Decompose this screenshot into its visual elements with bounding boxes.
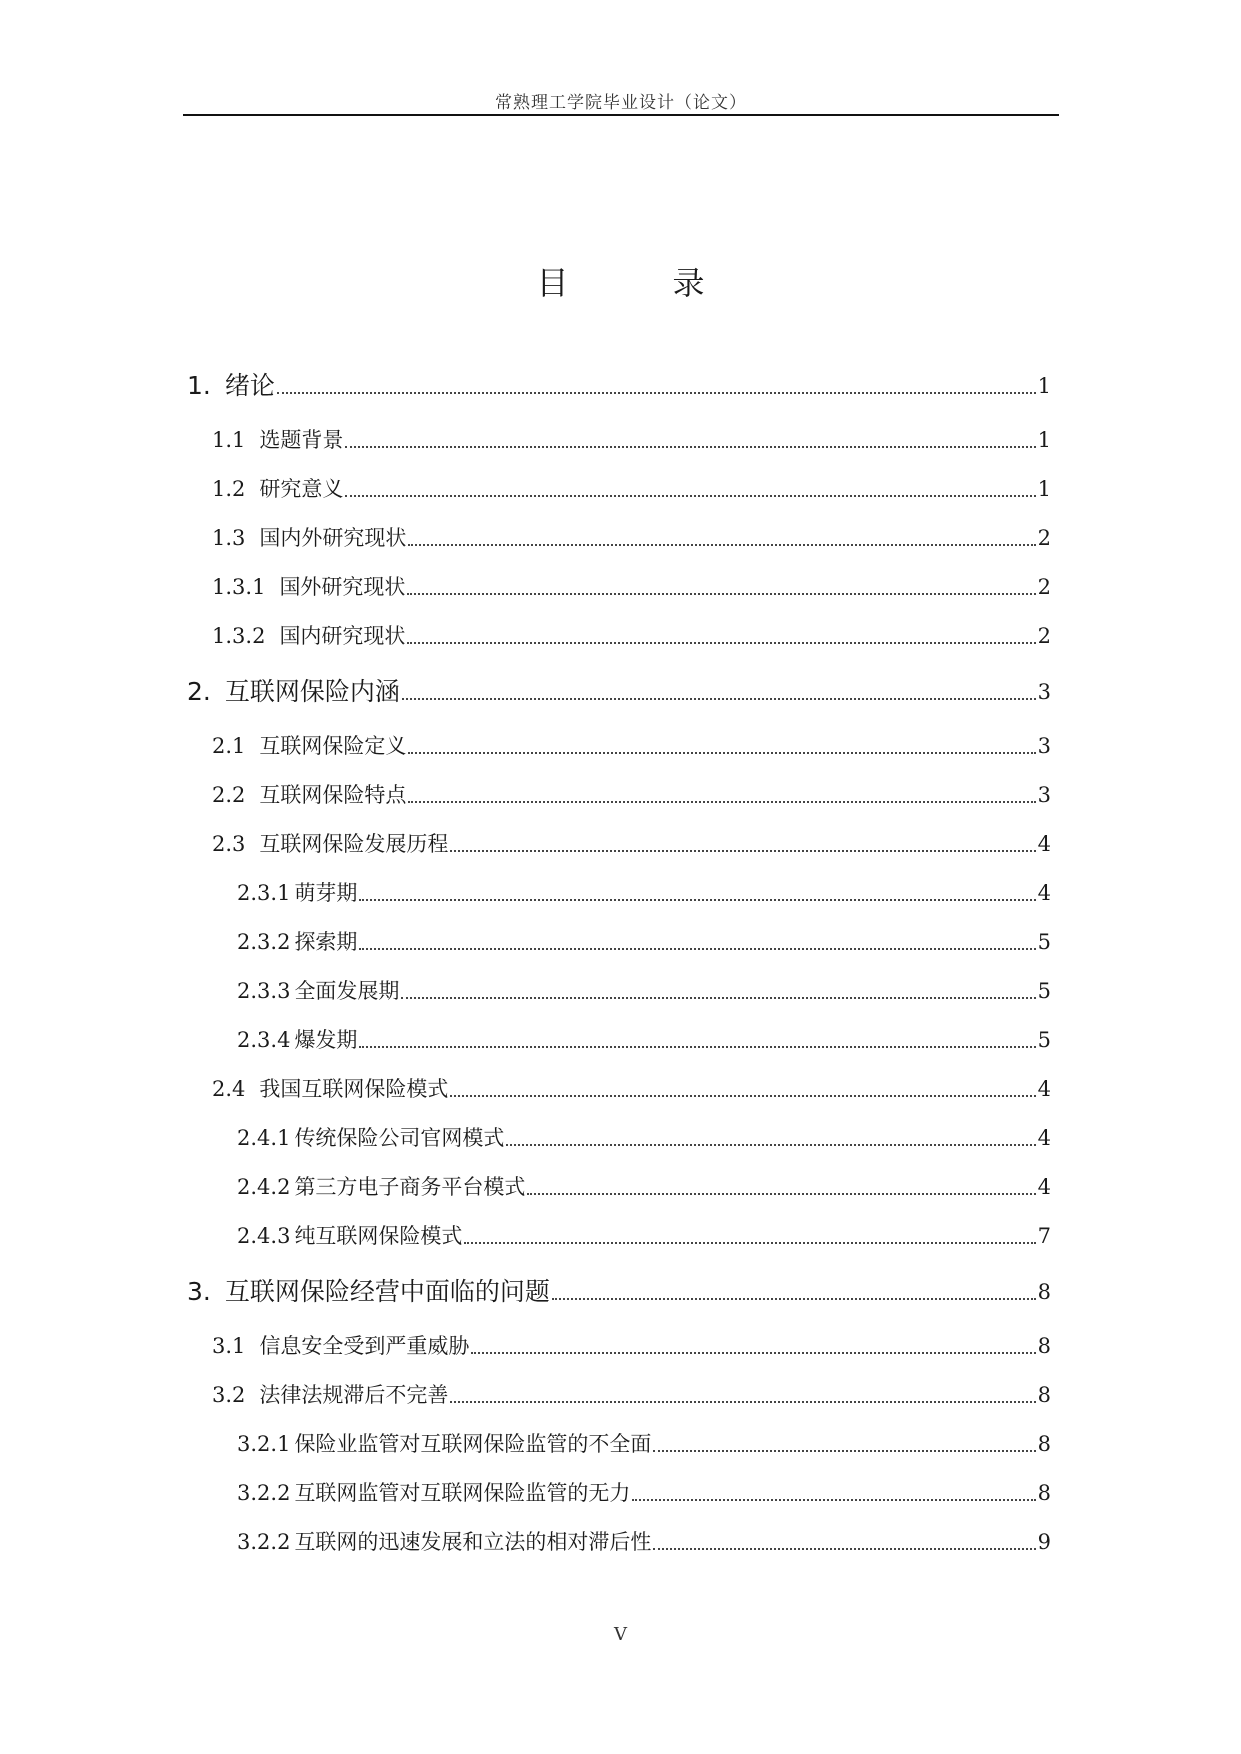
toc-entry[interactable] [237,1116,1051,1152]
toc-entry-page: 5 [1037,930,1051,954]
dot-leader [407,593,1035,595]
toc-entry-text: 我国互联网保险模式 [259,1077,449,1101]
toc-entry-label [212,573,405,601]
dot-leader [408,801,1035,803]
toc-entry[interactable] [237,1214,1051,1250]
toc-entry-label [212,1381,448,1409]
dot-leader [527,1193,1035,1195]
toc-entry-number: 2.1 [212,734,246,758]
toc-entry-label [237,879,357,907]
dot-leader [407,642,1035,644]
dot-leader [506,1144,1035,1146]
toc-entry-text: 互联网保险特点 [259,783,407,807]
toc-entry-label [187,372,275,400]
toc-entry-page: 8 [1037,1334,1051,1358]
toc-entry-label [187,1278,550,1306]
dot-leader [359,899,1035,901]
dot-leader [359,1046,1035,1048]
header-rule [183,114,1059,116]
toc-entry-page: 1 [1037,428,1051,452]
toc-entry[interactable] [212,516,1051,552]
toc-entry-number: 3.2.2 [237,1530,291,1554]
dot-leader [450,850,1035,852]
toc-entry-text: 萌芽期 [294,881,358,905]
toc-entry-label [212,1075,448,1103]
toc-entry-text: 第三方电子商务平台模式 [294,1175,526,1199]
toc-entry[interactable] [212,724,1051,760]
toc-entry-number: 2.3.4 [237,1028,291,1052]
toc-entry-page: 8 [1037,1383,1051,1407]
toc-entry-number: 2.3.1 [237,881,291,905]
toc-entry[interactable] [212,1373,1051,1409]
toc-entry-number: 1.3.2 [212,624,266,648]
toc-entry-text: 互联网保险经营中面临的问题 [224,1277,550,1306]
toc-entry-number: 3. [187,1277,211,1306]
toc-entry-text: 国内研究现状 [279,624,406,648]
toc-entry[interactable] [212,467,1051,503]
toc-entry-number: 3.1 [212,1334,246,1358]
toc-entry[interactable] [237,1018,1051,1054]
toc-entry-label [237,1479,630,1507]
toc-entry-label [212,622,405,650]
toc-entry-number: 2.4.1 [237,1126,291,1150]
toc-entry-page: 2 [1037,575,1051,599]
toc-entry[interactable] [212,614,1051,650]
toc-entry-label [237,1173,525,1201]
toc-entry[interactable] [237,969,1051,1005]
toc-entry-page: 3 [1037,680,1051,704]
toc-entry-number: 1. [187,371,211,400]
toc-entry-text: 互联网监管对互联网保险监管的无力 [294,1481,631,1505]
dot-leader [450,1401,1035,1403]
dot-leader [408,544,1035,546]
toc-entry-label [212,524,406,552]
toc-entry-text: 纯互联网保险模式 [294,1224,463,1248]
toc-entry-page: 1 [1037,374,1051,398]
toc-entry[interactable] [237,920,1051,956]
toc-entry-label [187,678,400,706]
dot-leader [359,948,1035,950]
toc-entry-text: 爆发期 [294,1028,358,1052]
toc-entry-label [237,1528,651,1556]
toc-entry[interactable] [237,1422,1051,1458]
toc-entry[interactable] [237,1520,1051,1556]
toc-entry[interactable] [187,364,1051,400]
toc-entry-number: 1.3 [212,526,246,550]
toc-entry-label [212,426,343,454]
toc-entry-text: 选题背景 [259,428,344,452]
toc-entry-text: 传统保险公司官网模式 [294,1126,505,1150]
toc-entry-number: 3.2 [212,1383,246,1407]
toc-entry[interactable] [212,1067,1051,1103]
toc-entry[interactable] [212,418,1051,454]
toc-entry-label [237,928,357,956]
toc-entry-text: 研究意义 [259,477,344,501]
toc-entry-label [237,1124,504,1152]
toc-entry-label [212,1332,469,1360]
dot-leader [345,446,1035,448]
toc-entry-page: 2 [1037,624,1051,648]
dot-leader [402,698,1036,700]
toc-entry-page: 5 [1037,979,1051,1003]
toc-entry-page: 2 [1037,526,1051,550]
dot-leader [632,1499,1035,1501]
toc-entry-label [237,1222,462,1250]
toc-entry-page: 5 [1037,1028,1051,1052]
toc-entry-label [212,830,448,858]
toc-entry-text: 互联网的迅速发展和立法的相对滞后性 [294,1530,652,1554]
dot-leader [653,1548,1035,1550]
toc-entry-label [212,475,343,503]
toc-entry[interactable] [187,1270,1051,1306]
toc-entry[interactable] [212,822,1051,858]
toc-entry-number: 2.3 [212,832,246,856]
toc-entry-page: 4 [1037,1126,1051,1150]
toc-entry-number: 2.3.3 [237,979,291,1003]
toc-entry[interactable] [212,565,1051,601]
toc-entry-label [237,1430,651,1458]
toc-entry[interactable] [237,871,1051,907]
toc-entry-page: 3 [1037,783,1051,807]
toc-entry[interactable] [237,1471,1051,1507]
page-number: V [614,1624,627,1645]
toc-entry-label [237,1026,357,1054]
toc-entry-page: 8 [1037,1280,1051,1304]
toc-entry-label [212,732,406,760]
toc-entry-page: 1 [1037,477,1051,501]
toc-entry-page: 4 [1037,832,1051,856]
toc-entry-number: 2.2 [212,783,246,807]
toc-entry-page: 7 [1037,1224,1051,1248]
toc-entry-page: 3 [1037,734,1051,758]
toc-entry-page: 4 [1037,1077,1051,1101]
dot-leader [552,1298,1036,1300]
toc-entry-number: 3.2.1 [237,1432,291,1456]
toc-entry-page: 9 [1037,1530,1051,1554]
toc-entry-number: 2.3.2 [237,930,291,954]
dot-leader [464,1242,1035,1244]
dot-leader [277,392,1036,394]
toc-entry[interactable] [212,1324,1051,1360]
toc-entry-number: 2. [187,677,211,706]
toc-entry-text: 国内外研究现状 [259,526,407,550]
toc-entry-text: 探索期 [294,930,358,954]
toc-entry-text: 全面发展期 [294,979,400,1003]
toc-entry-label [237,977,399,1005]
running-header: 常熟理工学院毕业设计（论文） [495,93,747,113]
toc-entry-text: 国外研究现状 [279,575,406,599]
toc-entry-text: 保险业监管对互联网保险监管的不全面 [294,1432,652,1456]
dot-leader [653,1450,1035,1452]
toc-entry-text: 互联网保险发展历程 [259,832,449,856]
toc-entry-text: 互联网保险定义 [259,734,407,758]
toc-entry-page: 8 [1037,1481,1051,1505]
dot-leader [471,1352,1035,1354]
toc-entry-number: 1.2 [212,477,246,501]
toc-entry-number: 2.4.2 [237,1175,291,1199]
toc-title: 目 录 [536,264,741,302]
toc-entry-page: 4 [1037,881,1051,905]
toc-entry-text: 互联网保险内涵 [224,677,400,706]
toc-entry-number: 2.4.3 [237,1224,291,1248]
toc-entry-number: 1.3.1 [212,575,266,599]
toc-entry-text: 法律法规滞后不完善 [259,1383,449,1407]
dot-leader [450,1095,1035,1097]
dot-leader [345,495,1035,497]
toc-entry-text: 绪论 [224,371,275,400]
toc-entry-page: 4 [1037,1175,1051,1199]
toc-entry-label [212,781,406,809]
dot-leader [401,997,1035,999]
toc-entry[interactable] [187,670,1051,706]
toc-entry-number: 3.2.2 [237,1481,291,1505]
toc-entry-number: 1.1 [212,428,246,452]
toc-entry-page: 8 [1037,1432,1051,1456]
toc-entry-text: 信息安全受到严重威胁 [259,1334,470,1358]
toc-entry[interactable] [237,1165,1051,1201]
toc-entry[interactable] [212,773,1051,809]
toc-entry-number: 2.4 [212,1077,246,1101]
dot-leader [408,752,1035,754]
